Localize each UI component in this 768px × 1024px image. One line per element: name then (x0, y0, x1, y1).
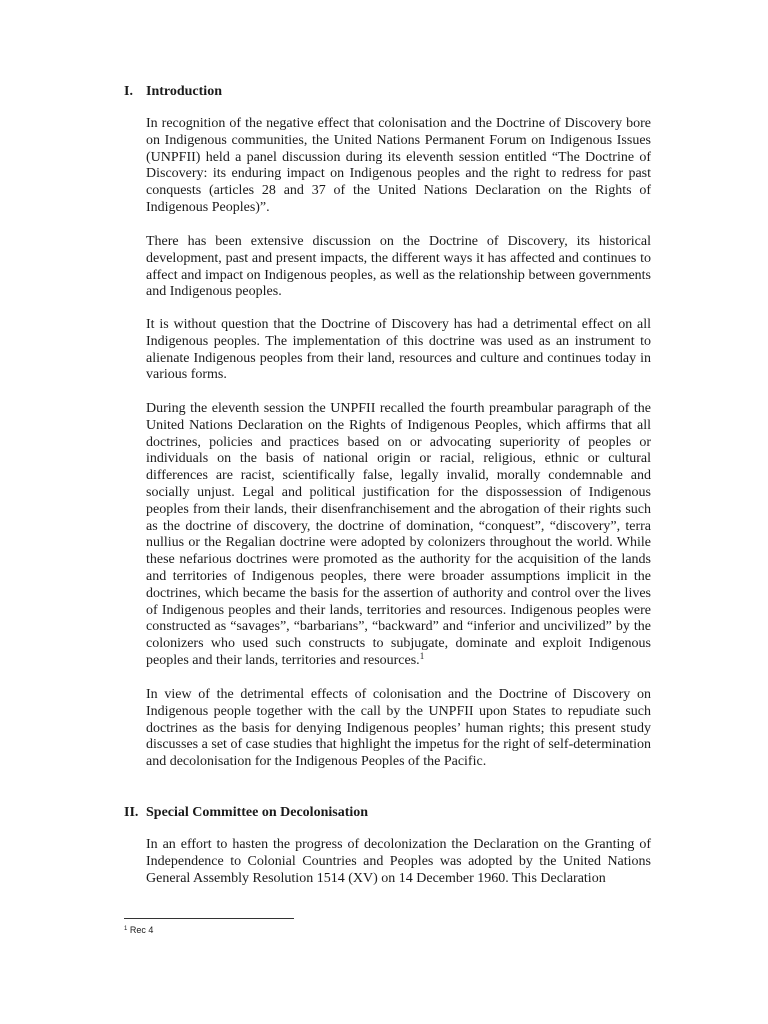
paragraph-6: In an effort to hasten the progress of decolonization the Declaration on the Granting of Independence to Colonial Countries and Peoples was adopted by the United Nations General Assembly Resolution 1514 (XV) on 14 December 1960. This Declaration (146, 837, 651, 886)
footnote (124, 925, 153, 936)
paragraph-5: In view of the detrimental effects of colonisation and the Doctrine of Discovery on Indigenous people together with the call by the UNPFII upon States to repudiate such doctrines as the basis for denying Indigenous peoples’ human rights; this present study discusses a set of case studies that highlight the impetus for the right of self-determination and decolonisation for the Indigenous Peoples of the Pacific. (146, 687, 651, 770)
section-number: II. (124, 805, 139, 820)
footnote-marker: 1 (124, 926, 128, 932)
section-heading-decolonisation (124, 804, 368, 821)
footnote-reference: 1 (419, 650, 425, 661)
paragraph-4 (146, 401, 651, 670)
section-number: I. (124, 84, 133, 99)
section-heading-introduction (124, 83, 222, 100)
footnote-separator (124, 918, 294, 919)
paragraph-2: There has been extensive discussion on the Doctrine of Discovery, its historical development, past and present impacts, the different ways it has affected and continues to affect and impact on Indigenous peoples, as well as the relationship between governments and Indigenous peoples. (146, 234, 651, 300)
paragraph-4-text: During the eleventh session the UNPFII recalled the fourth preambular paragraph of the United Nations Declaration on the Rights of Indigenous Peoples, which affirms that all doctrines, policies and practices based on or advocating superiority of peoples or individuals on the basis of national origin or racial, religious, ethnic or cultural differences are racist, scientifically false, legally invalid, morally condemnable and socially unjust. Legal and political justification for the dispossession of Indigenous peoples from their lands, their disenfranchisement and the abrogation of their rights such as the doctrine of discovery, the doctrine of domination, “conquest”, “discovery”, terra nullius or the Regalian doctrine were adopted by colonizers throughout the world. While these nefarious doctrines were promoted as the authority for the acquisition of the lands and territories of Indigenous peoples, there were broader assumptions implicit in the doctrines, which became the basis for the assertion of authority and control over the lives of Indigenous peoples and their lands, territories and resources. Indigenous peoples were constructed as “savages”, “barbarians”, “backward” and “inferior and uncivilized” by the colonizers who used such constructs to subjugate, dominate and exploit Indigenous peoples and their lands, territories and resources. (146, 401, 651, 668)
section-title: Special Committee on Decolonisation (146, 805, 369, 820)
footnote-text: Rec 4 (129, 925, 154, 935)
section-title: Introduction (146, 84, 222, 99)
paragraph-3: It is without question that the Doctrine of Discovery has had a detrimental effect on all Indigenous peoples. The implementation of this doctrine was used as an instrument to alienate Indigenous peoples from their land, resources and culture and continues today in various forms. (146, 317, 651, 383)
paragraph-1: In recognition of the negative effect that colonisation and the Doctrine of Discovery bore on Indigenous communities, the United Nations Permanent Forum on Indigenous Issues (UNPFII) held a panel discussion during its eleventh session entitled “The Doctrine of Discovery: its enduring impact on Indigenous peoples and the right to redress for past conquests (articles 28 and 37 of the United Nations Declaration on the Rights of Indigenous Peoples)”. (146, 116, 651, 215)
